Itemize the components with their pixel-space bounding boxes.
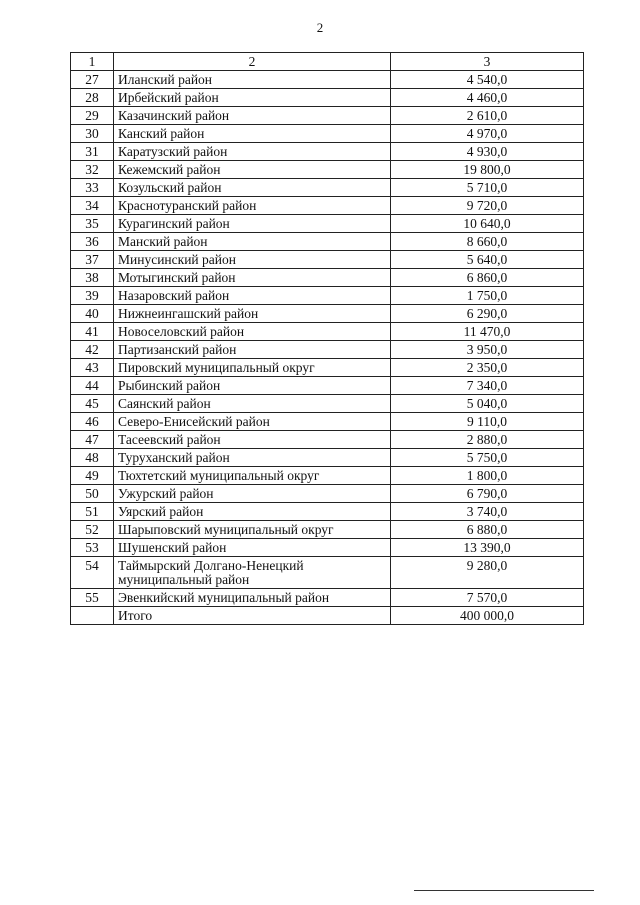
- amount-value: 4 540,0: [391, 71, 584, 89]
- table-row: [71, 377, 584, 395]
- row-number: 30: [71, 125, 114, 143]
- district-name: Северо-Енисейский район: [114, 413, 391, 431]
- district-name: Таймырский Долгано-Ненецкий муниципальный район: [114, 557, 391, 589]
- row-number: 44: [71, 377, 114, 395]
- row-number: 51: [71, 503, 114, 521]
- row-number: 36: [71, 233, 114, 251]
- table-row: [71, 107, 584, 125]
- header-col-1: 1: [71, 53, 114, 71]
- amount-value: 11 470,0: [391, 323, 584, 341]
- row-number: 43: [71, 359, 114, 377]
- district-name: Тасеевский район: [114, 431, 391, 449]
- header-col-2: 2: [114, 53, 391, 71]
- district-name: Эвенкийский муниципальный район: [114, 589, 391, 607]
- amount-value: 8 660,0: [391, 233, 584, 251]
- table-row: [71, 269, 584, 287]
- table-row: [71, 413, 584, 431]
- district-name: Пировский муниципальный округ: [114, 359, 391, 377]
- district-name: Минусинский район: [114, 251, 391, 269]
- amount-value: 5 710,0: [391, 179, 584, 197]
- row-number: 54: [71, 557, 114, 589]
- amount-value: 400 000,0: [391, 607, 584, 625]
- row-number: 35: [71, 215, 114, 233]
- amount-value: 1 800,0: [391, 467, 584, 485]
- district-name: Рыбинский район: [114, 377, 391, 395]
- amount-value: 9 720,0: [391, 197, 584, 215]
- amount-value: 9 110,0: [391, 413, 584, 431]
- table-row: [71, 557, 584, 589]
- amount-value: 7 340,0: [391, 377, 584, 395]
- table-row: [71, 89, 584, 107]
- district-name: Курагинский район: [114, 215, 391, 233]
- row-number: 33: [71, 179, 114, 197]
- footer-rule: [414, 890, 594, 891]
- table-row: [71, 179, 584, 197]
- table-row: [71, 521, 584, 539]
- row-number: 45: [71, 395, 114, 413]
- page-number: 2: [316, 20, 324, 35]
- amount-value: 4 930,0: [391, 143, 584, 161]
- amount-value: 3 950,0: [391, 341, 584, 359]
- district-name: Манский район: [114, 233, 391, 251]
- row-number: 37: [71, 251, 114, 269]
- district-name: Саянский район: [114, 395, 391, 413]
- row-number: 27: [71, 71, 114, 89]
- amount-value: 19 800,0: [391, 161, 584, 179]
- district-name: Партизанский район: [114, 341, 391, 359]
- amount-value: 6 290,0: [391, 305, 584, 323]
- row-number: 29: [71, 107, 114, 125]
- district-name: Краснотуранский район: [114, 197, 391, 215]
- district-name: Тюхтетский муниципальный округ: [114, 467, 391, 485]
- district-name: Канский район: [114, 125, 391, 143]
- district-name: Козульский район: [114, 179, 391, 197]
- table-body: [71, 53, 584, 625]
- table-row: [71, 71, 584, 89]
- district-name: Итого: [114, 607, 391, 625]
- table-row: [71, 143, 584, 161]
- amount-value: 6 860,0: [391, 269, 584, 287]
- row-number: 34: [71, 197, 114, 215]
- table-row: [71, 125, 584, 143]
- table-row: [71, 323, 584, 341]
- table-row: [71, 233, 584, 251]
- row-number: 41: [71, 323, 114, 341]
- district-name: Кежемский район: [114, 161, 391, 179]
- row-number: 55: [71, 589, 114, 607]
- table-row: [71, 251, 584, 269]
- row-number: 49: [71, 467, 114, 485]
- table-row: [71, 467, 584, 485]
- amount-value: 2 880,0: [391, 431, 584, 449]
- row-number: 28: [71, 89, 114, 107]
- district-name: Мотыгинский район: [114, 269, 391, 287]
- table-row: [71, 197, 584, 215]
- table-row: [71, 431, 584, 449]
- district-name: Каратузский район: [114, 143, 391, 161]
- table-row: [71, 539, 584, 557]
- amount-value: 5 640,0: [391, 251, 584, 269]
- district-name: Ирбейский район: [114, 89, 391, 107]
- amount-value: 5 750,0: [391, 449, 584, 467]
- row-number: 39: [71, 287, 114, 305]
- row-number: 53: [71, 539, 114, 557]
- table-row: [71, 161, 584, 179]
- district-name: Нижнеингашский район: [114, 305, 391, 323]
- amount-value: 1 750,0: [391, 287, 584, 305]
- amount-value: 9 280,0: [391, 557, 584, 589]
- table-row: [71, 485, 584, 503]
- table-row: [71, 341, 584, 359]
- row-number: 48: [71, 449, 114, 467]
- district-name: Иланский район: [114, 71, 391, 89]
- amount-value: 4 460,0: [391, 89, 584, 107]
- row-number: 40: [71, 305, 114, 323]
- row-number: 31: [71, 143, 114, 161]
- district-name: Шарыповский муниципальный округ: [114, 521, 391, 539]
- amount-value: 7 570,0: [391, 589, 584, 607]
- row-number: 50: [71, 485, 114, 503]
- table-row: [71, 449, 584, 467]
- row-number: 32: [71, 161, 114, 179]
- amount-value: 13 390,0: [391, 539, 584, 557]
- table-row: [71, 359, 584, 377]
- table-header-row: [71, 53, 584, 71]
- table-row: [71, 503, 584, 521]
- row-number: 52: [71, 521, 114, 539]
- row-number: 38: [71, 269, 114, 287]
- row-number: 46: [71, 413, 114, 431]
- district-name: Новоселовский район: [114, 323, 391, 341]
- district-name: Туруханский район: [114, 449, 391, 467]
- district-name: Назаровский район: [114, 287, 391, 305]
- table-row: [71, 287, 584, 305]
- amount-value: 6 880,0: [391, 521, 584, 539]
- amount-value: 2 610,0: [391, 107, 584, 125]
- amount-value: 10 640,0: [391, 215, 584, 233]
- district-name: Уярский район: [114, 503, 391, 521]
- amount-value: 3 740,0: [391, 503, 584, 521]
- row-number: 47: [71, 431, 114, 449]
- table-row: [71, 215, 584, 233]
- table-row: [71, 589, 584, 607]
- amount-value: 2 350,0: [391, 359, 584, 377]
- row-number: [71, 607, 114, 625]
- header-col-3: 3: [391, 53, 584, 71]
- table-row: [71, 305, 584, 323]
- allocation-table: [70, 52, 584, 625]
- table-row: [71, 395, 584, 413]
- district-name: Ужурский район: [114, 485, 391, 503]
- amount-value: 6 790,0: [391, 485, 584, 503]
- row-number: 42: [71, 341, 114, 359]
- district-name: Шушенский район: [114, 539, 391, 557]
- total-row: [71, 607, 584, 625]
- amount-value: 4 970,0: [391, 125, 584, 143]
- amount-value: 5 040,0: [391, 395, 584, 413]
- district-name: Казачинский район: [114, 107, 391, 125]
